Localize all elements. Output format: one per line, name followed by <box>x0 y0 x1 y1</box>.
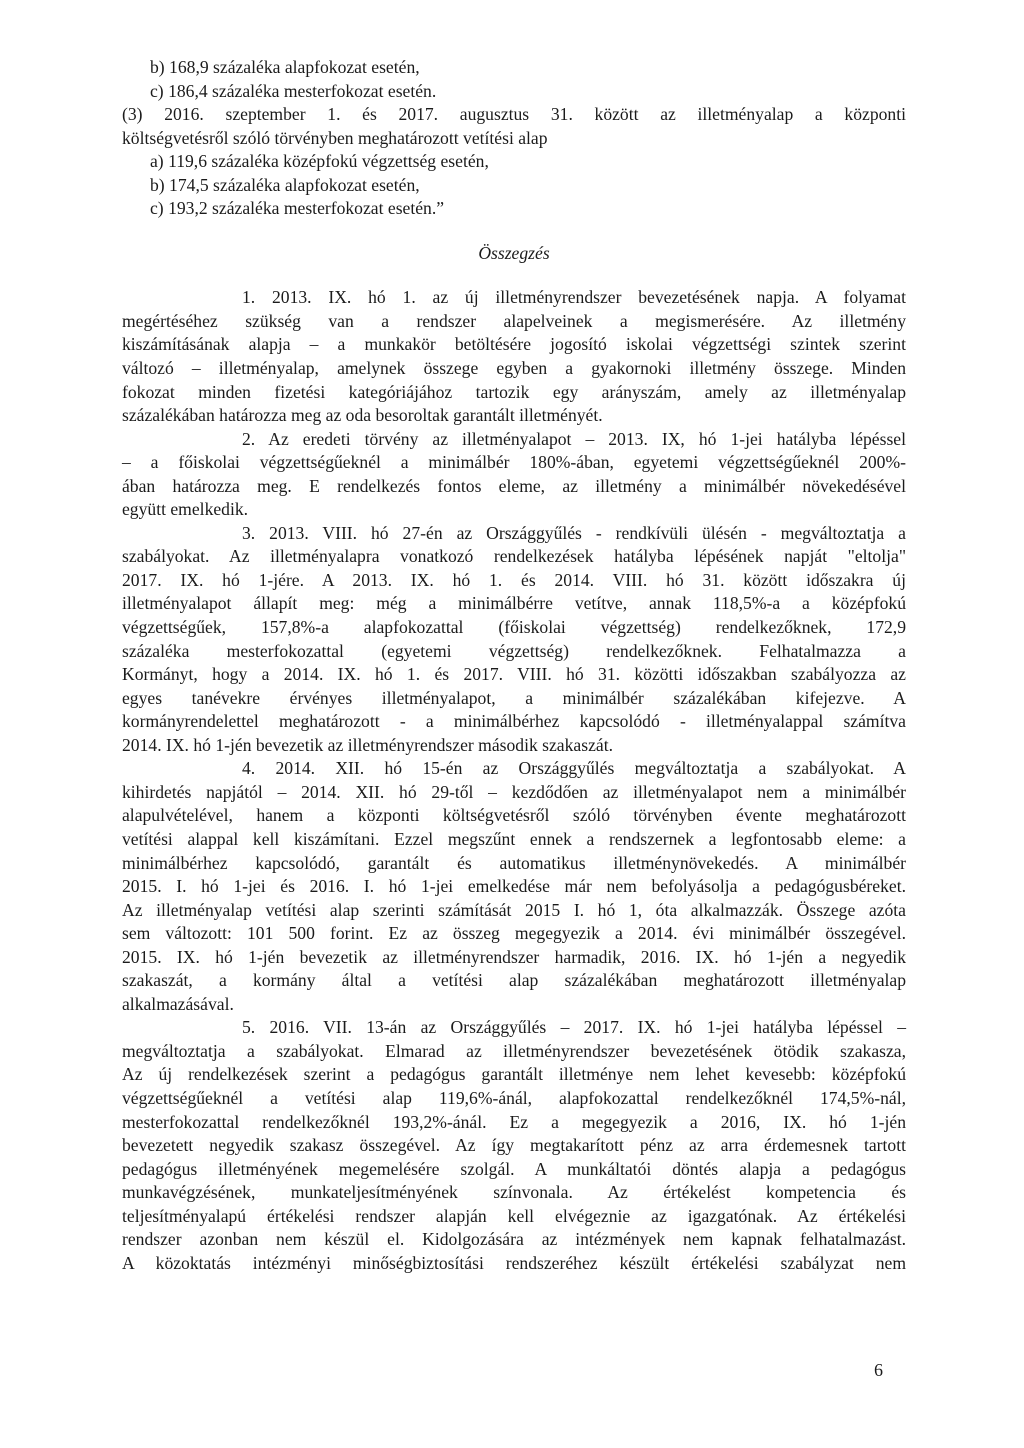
text-line: együtt emelkedik. <box>122 499 249 520</box>
text-line: költségvetésről szóló törvényben meghatározott vetítési alap <box>122 127 548 148</box>
paragraph-first-line: 5. 2016. VII. 13-án az Országgyűlés – 2017. IX. hó 1-jei hatályba lépéssel – <box>242 1017 906 1038</box>
text-line: ában határozza meg. E rendelkezés fontos eleme, az illetmény a minimálbér növekedésével <box>122 475 906 496</box>
paragraph-first-line: 1. 2013. IX. hó 1. az új illetményrendszer bevezetésének napja. A folyamat <box>242 287 906 308</box>
text-line: Az illetményalap vetítési alap szerinti számítását 2015 I. hó 1, óta alkalmazzák. Összege azóta <box>122 899 906 920</box>
text-line: egyes tanévekre érvényes illetményalapot, a minimálbér százalékában kifejezve. A <box>122 687 906 708</box>
text-line: vetítési alappal kell kiszámítani. Ezzel megszűnt ennek a rendszernek a legfontosabb eleme: a <box>122 828 906 849</box>
paragraph-first-line: 3. 2013. VIII. hó 27-én az Országgyűlés - rendkívüli ülésén - megváltoztatja a <box>242 522 906 543</box>
text-line: szakaszát, a kormány által a vetítési alap százalékában meghatározott illetményalap <box>122 970 906 991</box>
text-line: Kormányt, hogy a 2014. IX. hó 1. és 2017. VIII. hó 31. közötti időszakban szabályozza az <box>122 664 906 685</box>
text-line: százalékában határozza meg az oda besoroltak garantált illetményét. <box>122 405 603 426</box>
text-line: Az új rendelkezések szerint a pedagógus garantált illetménye nem lehet kevesebb: középfokú <box>122 1064 906 1085</box>
text-line: pedagógus illetményének megemelésére szolgál. A munkáltatói döntés alapja a pedagógus <box>122 1158 906 1179</box>
text-line: kormányrendelettel meghatározott - a minimálbérhez kapcsolódó - illetményalappal számítva <box>122 711 906 732</box>
text-line: megváltoztatja a szabályokat. Elmarad az illetményrendszer bevezetésének ötödik szakasza, <box>122 1040 906 1061</box>
text-line: 2015. IX. hó 1-jén bevezetik az illetményrendszer harmadik, 2016. IX. hó 1-jén a negyedik <box>122 946 906 967</box>
text-line: megértéséhez szükség van a rendszer alapelveinek a megismerésére. Az illetmény <box>122 310 906 331</box>
text-line: rendszer azonban nem készül el. Kidolgozására az intézmények nem kapnak felhatalmazást. <box>122 1229 906 1250</box>
text-line: b) 174,5 százaléka alapfokozat esetén, <box>150 174 420 195</box>
text-line: bevezetett negyedik szakasz összegével. Az így megtakarított pénz az arra érdemesnek tartott <box>122 1135 906 1156</box>
text-line: A közoktatás intézményi minőségbiztosítási rendszeréhez készült értékelési szabályzat nem <box>122 1252 906 1273</box>
text-line: (3) 2016. szeptember 1. és 2017. augusztus 31. között az illetményalap a központi <box>122 104 906 125</box>
text-line: illetményalapot állapít meg: még a minimálbérre vetítve, annak 118,5%-a a középfokú <box>122 593 906 614</box>
text-line: munkavégzésének, munkateljesítményének színvonala. Az értékelést kompetencia és <box>122 1182 906 1203</box>
section-heading: Összegzés <box>478 242 550 263</box>
text-line: c) 193,2 százaléka mesterfokozat esetén.” <box>150 198 445 219</box>
text-line: végzettségűeknél a vetítési alap 119,6%-ánál, alapfokozattal rendelkezőknél 174,5%-nál, <box>122 1087 906 1108</box>
text-line: 2017. IX. hó 1-jére. A 2013. IX. hó 1. és 2014. VIII. hó 31. között időszakra új <box>122 569 906 590</box>
text-line: teljesítményalapú értékelési rendszer alapján kell elvégeznie az igazgatónak. Az értékelési <box>122 1205 906 1226</box>
text-line: b) 168,9 százaléka alapfokozat esetén, <box>150 57 420 77</box>
text-line: fokozat minden fizetési kategóriájához tartozik egy arányszám, amely az illetményalap <box>122 381 906 402</box>
page-number: 6 <box>874 1360 883 1380</box>
text-line: c) 186,4 százaléka mesterfokozat esetén. <box>150 80 437 101</box>
text-line: kiszámításának alapja – a munkakör betöltésére jogosító iskolai végzettségi szintek szerint <box>122 334 906 355</box>
paragraph-first-line: 4. 2014. XII. hó 15-én az Országgyűlés megváltoztatja a szabályokat. A <box>242 758 906 779</box>
text-line: alapulvételével, hanem a központi költségvetésről szóló törvényben évente meghatározott <box>122 805 906 826</box>
text-line: alkalmazásával. <box>122 993 234 1014</box>
text-line: 2015. I. hó 1-jei és 2016. I. hó 1-jei emelkedése már nem befolyásolja a pedagógusbéreket. <box>122 876 906 897</box>
text-line: végzettségűek, 157,8%-a alapfokozattal (főiskolai végzettség) rendelkezőknek, 172,9 <box>122 617 906 638</box>
text-line: mesterfokozattal rendelkezőknél 193,2%-ánál. Ez a megegyezik a 2016, IX. hó 1-jén <box>122 1111 906 1132</box>
text-line: kihirdetés napjától – 2014. XII. hó 29-től – kezdődően az illetményalapot nem a minimálbér <box>122 781 906 802</box>
text-line: szabályokat. Az illetményalapra vonatkozó rendelkezések hatályba lépésének napját "eltolja" <box>122 546 906 567</box>
text-line: sem változott: 101 500 forint. Ez az összeg megegyezik a 2014. évi minimálbér összegével. <box>122 923 906 944</box>
paragraph-first-line: 2. Az eredeti törvény az illetményalapot – 2013. IX, hó 1-jei hatályba lépéssel <box>242 428 906 449</box>
text-line: 2014. IX. hó 1-jén bevezetik az illetményrendszer második szakaszát. <box>122 734 613 755</box>
text-line: minimálbérhez kapcsolódó, garantált és automatikus illetménynövekedés. A minimálbér <box>122 852 906 873</box>
document-body <box>122 56 906 1275</box>
text-line: változó – illetményalap, amelynek összege egyben a gyakornoki illetmény összege. Minden <box>122 358 906 379</box>
text-line: – a főiskolai végzettségűeknél a minimálbér 180%-ában, egyetemi végzettségűeknél 200%- <box>122 452 906 473</box>
text-line: a) 119,6 százaléka középfokú végzettség esetén, <box>150 151 489 172</box>
text-line: százaléka mesterfokozattal (egyetemi végzettség) rendelkezőknek. Felhatalmazza a <box>122 640 906 661</box>
